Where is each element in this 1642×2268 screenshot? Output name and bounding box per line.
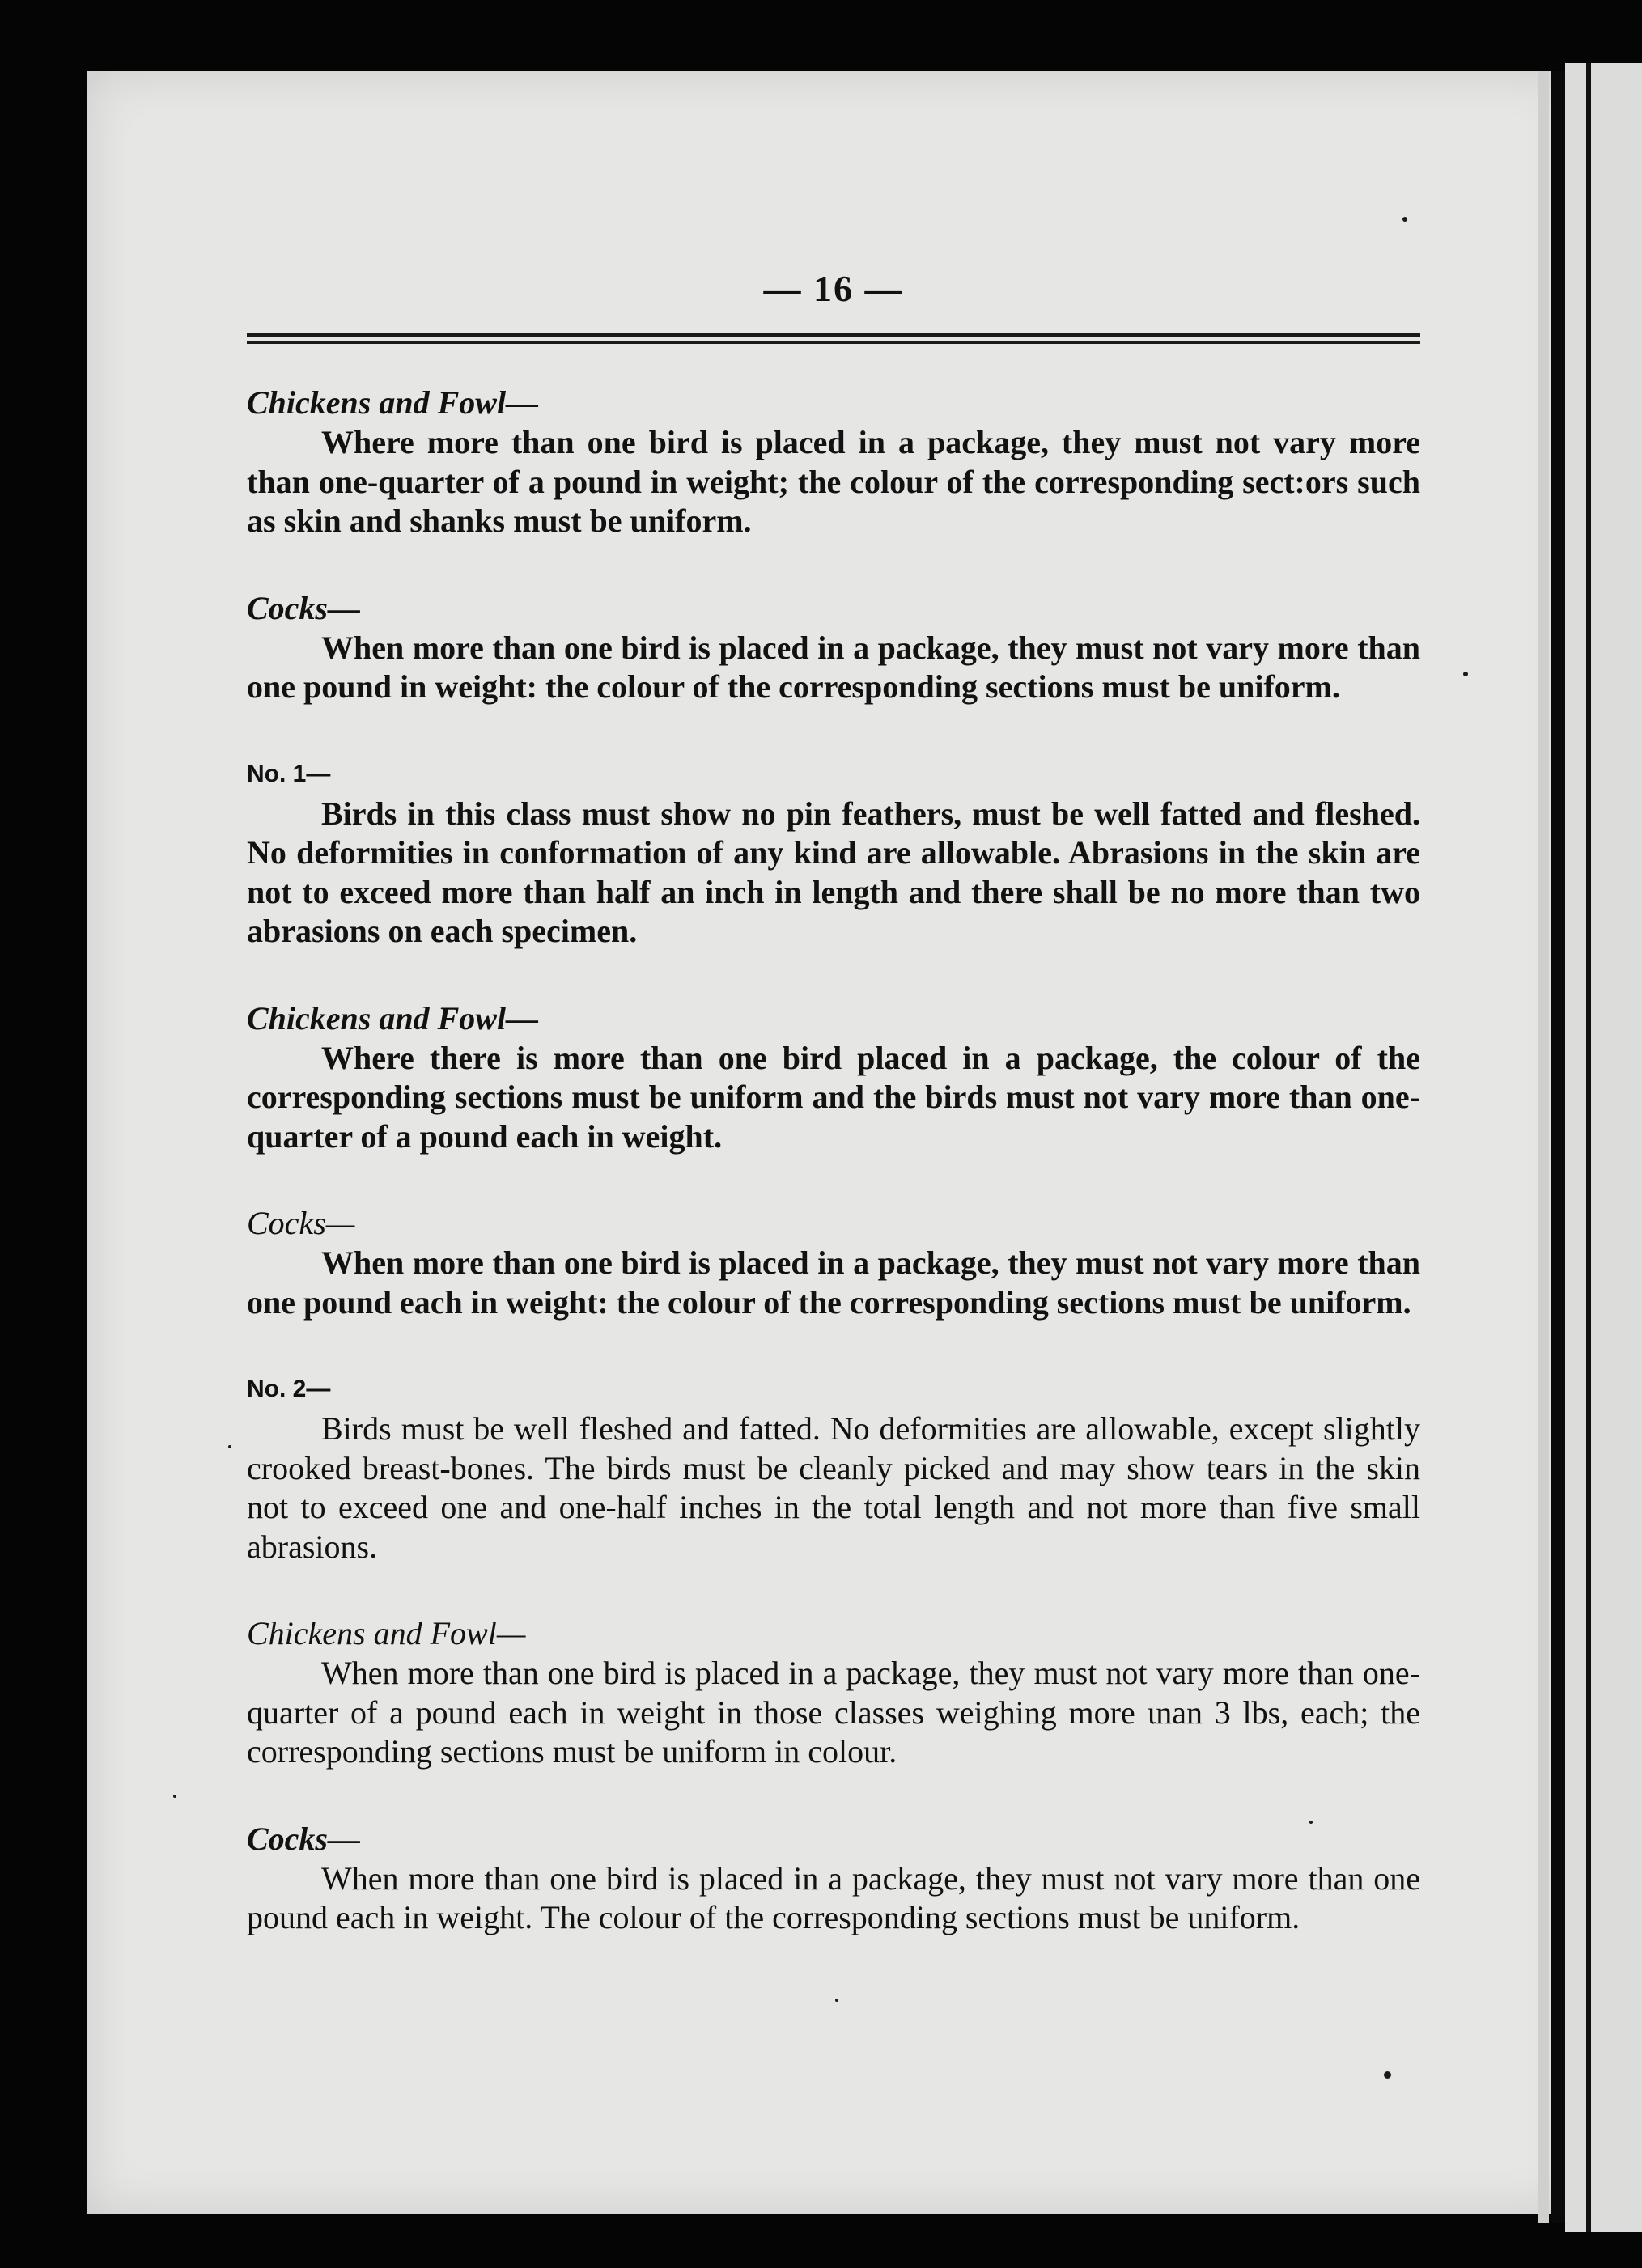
- section-paragraph: Where more than one bird is placed in a package, they must not vary more than one-quarter of a pound in weight; the colour of the corresponding sect:ors such as skin and shanks must be uniform.: [247, 424, 1420, 539]
- header-rule-thin: [247, 341, 1420, 344]
- section-grade-no2: [247, 1369, 1420, 1566]
- section-cocks-3: [247, 1819, 1420, 1938]
- section-paragraph: Birds must be well fleshed and fatted. No deformities are allowable, except slightly crooked breast-bones. The birds must be cleanly picked and may show tears in the skin not to exceed one and one-half inches in the total length and not more than five small abrasions.: [247, 1410, 1420, 1565]
- adjacent-page-edge: [1586, 63, 1591, 2232]
- header-rule: [247, 333, 1420, 337]
- section-paragraph: Birds in this class must show no pin feathers, must be well fatted and fleshed. No deformities in conformation of any kind are allowable. Abrasions in the skin are not to exceed more than half an inch in length and there shall be no more than two abrasions on each specimen.: [247, 795, 1420, 949]
- section-paragraph: When more than one bird is placed in a package, they must not vary more than one pound each in weight: the colour of the corresponding sections must be uniform.: [247, 1244, 1420, 1321]
- page-number: — 16 —: [763, 268, 904, 309]
- section-heading: Cocks—: [247, 589, 360, 626]
- scan-speck: [173, 1795, 176, 1798]
- grade-heading: No. 2—: [247, 1376, 331, 1402]
- section-heading: Chickens and Fowl—: [247, 1615, 526, 1651]
- section-grade-no1: [247, 754, 1420, 952]
- section-paragraph: When more than one bird is placed in a package, they must not vary more than one-quarter of a pound each in weight in those classes weighing more ιnan 3 lbs, each; the corresponding sections must be uniform in colour.: [247, 1655, 1420, 1770]
- document-body: [247, 267, 1420, 1985]
- page-edge: [1538, 71, 1549, 2223]
- section-chickens-fowl-3: [247, 1613, 1420, 1772]
- section-paragraph: When more than one bird is placed in a package, they must not vary more than one pound in weight: the colour of the corresponding sections must be uniform.: [247, 629, 1420, 705]
- section-paragraph: When more than one bird is placed in a package, they must not vary more than one pound each in weight. The colour of the corresponding sections must be uniform.: [247, 1859, 1420, 1935]
- adjacent-page: [1565, 63, 1642, 2232]
- section-chickens-fowl-1: [247, 383, 1420, 541]
- scan-speck: [1384, 2071, 1391, 2079]
- scan-speck: [835, 1999, 838, 2002]
- section-heading: Cocks—: [247, 1820, 360, 1857]
- section-paragraph: Where there is more than one bird placed in a package, the colour of the corresponding sections must be uniform and the birds must not vary more than one-quarter of a pound each in weight.: [247, 1039, 1420, 1155]
- grade-heading: No. 1—: [247, 760, 331, 787]
- section-chickens-fowl-2: [247, 998, 1420, 1157]
- section-cocks-1: [247, 588, 1420, 707]
- section-heading: Cocks—: [247, 1205, 355, 1241]
- scan-speck: [1463, 672, 1468, 676]
- section-cocks-2: [247, 1203, 1420, 1322]
- section-heading: Chickens and Fowl—: [247, 384, 539, 421]
- scan-speck: [228, 1445, 231, 1448]
- scan-speck: [1402, 217, 1407, 222]
- section-heading: Chickens and Fowl—: [247, 999, 539, 1036]
- binding-shadow: [1551, 71, 1565, 2223]
